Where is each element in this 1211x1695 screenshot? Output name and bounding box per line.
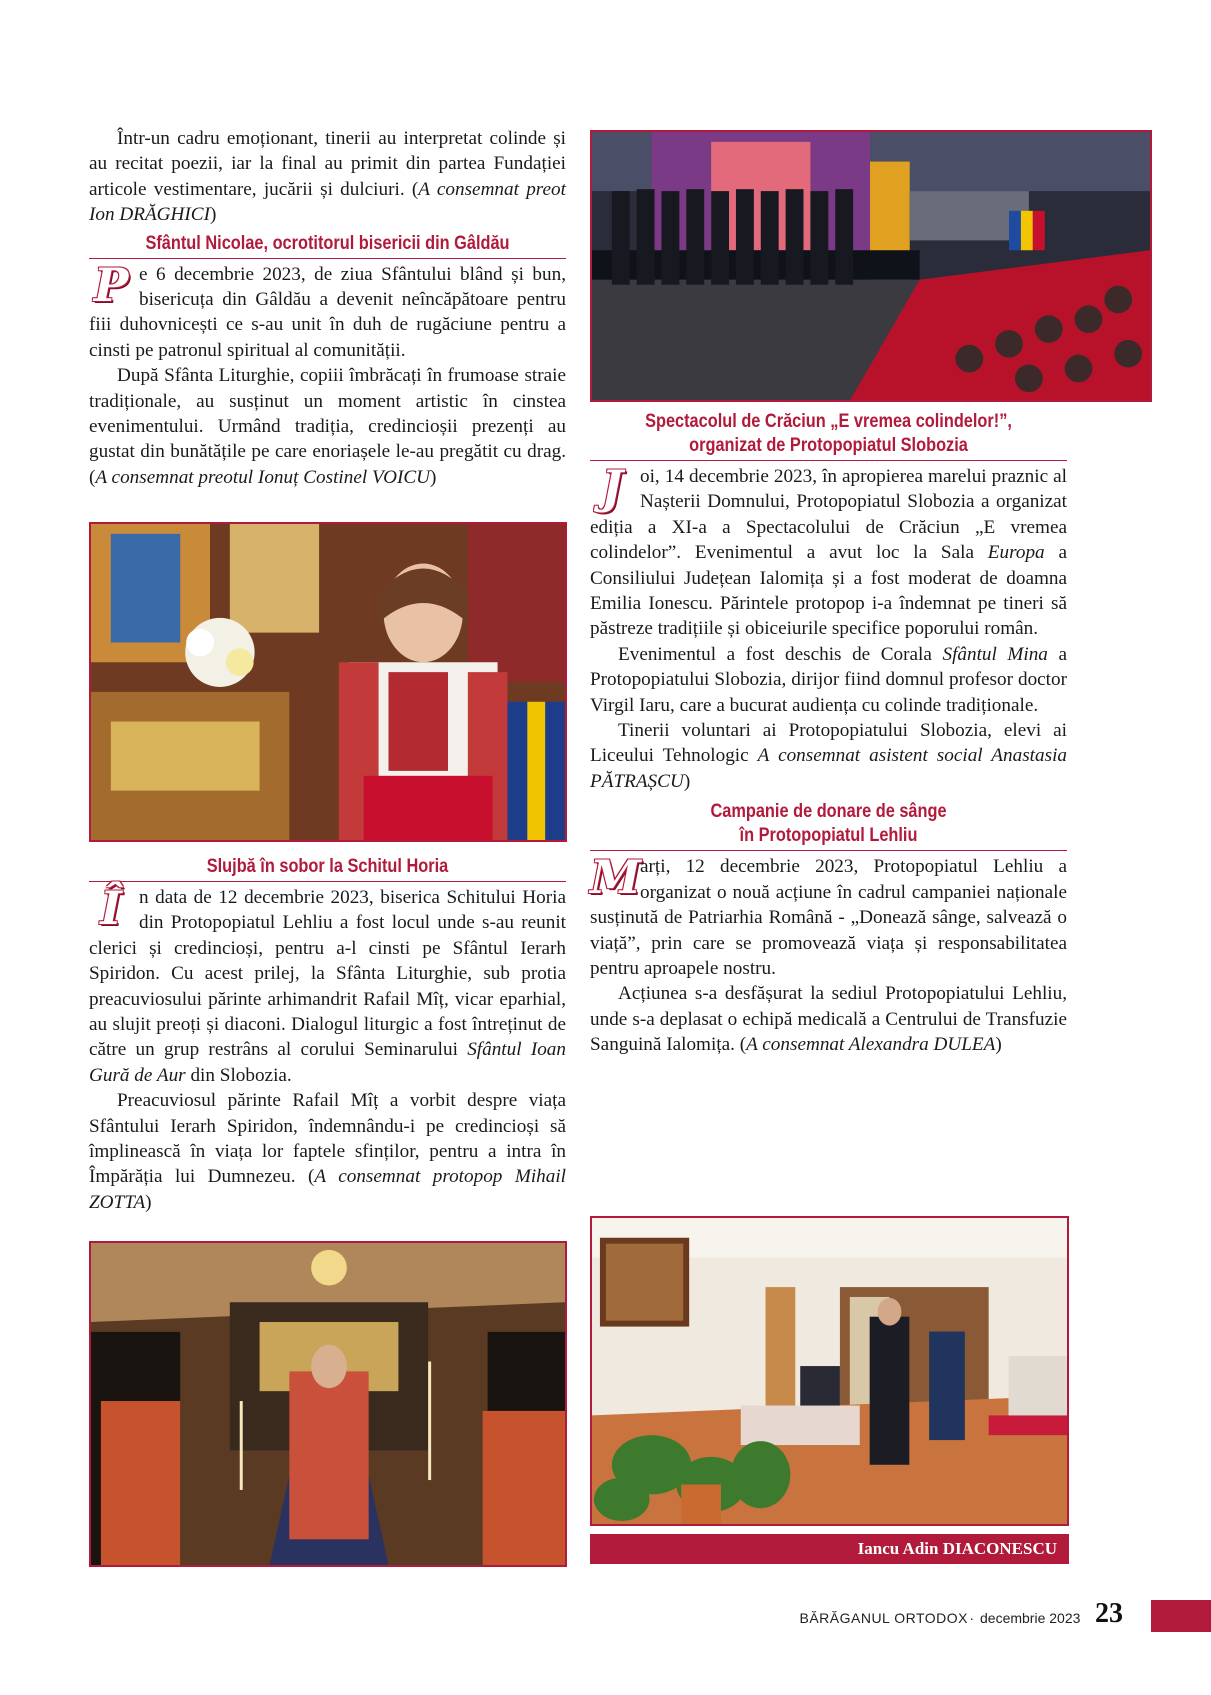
article-title-horia: Slujbă în sobor la Schitul Horia: [206, 856, 449, 877]
article-blood-p1: Marți, 12 decembrie 2023, Protopopiatul Lehliu a organizat o nouă acțiune în cadrul campaniei naționale susținută de Patriarhia Română - „Donează sânge, salvează o viață”, prin care se promovează viața și responsabilitatea pentru aproapele nostru.: [590, 850, 1067, 979]
article-blood-p2: Acțiunea s-a desfășurat la sediul Protopopiatului Lehliu, unde s-a deplasat o echipă medicală a Centrului de Transfuzie Sanguină Ialomița. (A consemnat Alexandra DULEA): [590, 983, 1067, 1056]
article-title-blood: [623, 800, 1033, 848]
publication-name: BĂRĂGANUL ORTODOX: [799, 1610, 968, 1626]
article-concert-p2: Evenimentul a fost deschis de Corala Sfântul Mina a Protopopiatului Slobozia, dirijor fiind domnul profesor doctor Virgil Iaru, care a bucurat audiența cu colinde tradiționale.: [590, 643, 1067, 716]
dropcap-letter: Î: [100, 881, 122, 935]
left-column: [89, 126, 566, 490]
article-title-blood-line1: Campanie de donare de sânge: [710, 801, 947, 823]
title-rule: [590, 460, 1067, 461]
photo-children-singing: [89, 522, 567, 842]
article-horia-p2: Preacuviosul părinte Rafail Mîț a vorbit despre viața Sfântului Ierarh Spiridon, îndemnându-i pe credincioși să împlinească în viața lor faptele sfinților, pentru a intra în Împărăția lui Dumnezeu. (A consemnat protopop Mihail ZOTTA): [89, 1090, 566, 1213]
title-rule: [590, 850, 1067, 851]
page-tab-bar: [1151, 1600, 1211, 1632]
article-galdau-p2: După Sfânta Liturghie, copiii îmbrăcați în frumoase straie tradiționale, au susținut un moment artistic în cinstea evenimentului. Urmând tradiția, credincioșii prezenți au gustat din bunătățile pe care enoriașele le-au pregătit cu drag. (A consemnat preotul Ionuț Costinel VOICU): [89, 365, 566, 488]
author-signature-bar: [590, 1534, 1069, 1564]
article-title-concert: [623, 410, 1033, 458]
photo-blood-donation: [590, 1216, 1069, 1526]
article-concert-p1: Joi, 14 decembrie 2023, în apropierea marelui praznic al Nașterii Domnului, Protopopiatul Slobozia a organizat ediția a XI-a a Spectacolului de Crăciun „E vremea colindelor”. Evenimentul a avut loc la Sala Europa a Consiliului Județean Ialomița și a fost moderat de doamna Emilia Ionescu. Părintele protopop i-a îndemnat pe tineri să păstreze tradițiile și obiceiurile specifice poporului român.: [590, 460, 1067, 640]
dropcap-letter: J: [601, 460, 623, 514]
article-horia-p1: În data de 12 decembrie 2023, biserica Schitului Horia din Protopopiatul Lehliu a fost locul unde s-au reunit clerici și credincioși, pentru a-l cinsti pe Sfântul Ierarh Spiridon. Cu acest prilej, la Sfânta Liturghie, sub protia preacuviosului părinte arhimandrit Rafail Mîț, vicar eparhial, au slujit preoți și diaconi. Dialogul liturgic a fost întreținut de către un grup restrâns al corului Seminarului Sfântul Ioan Gură de Aur din Slobozia.: [89, 881, 566, 1086]
title-rule: [89, 258, 566, 259]
page-number: 23: [1095, 1598, 1123, 1629]
photo-christmas-concert: [590, 130, 1152, 402]
issue-date: decembrie 2023: [980, 1610, 1081, 1626]
dropcap-letter: P: [93, 257, 129, 312]
photo-clergy-horia: [89, 1241, 567, 1567]
right-column: [590, 410, 1067, 1058]
author-signature: Iancu Adin DIACONESCU: [857, 1539, 1057, 1558]
article-concert-p3: Tinerii voluntari ai Protopopiatului Slobozia, elevi ai Liceului Tehnologic A consemnat asistent social Anastasia PĂTRAȘCU): [590, 720, 1067, 792]
article-title-blood-line2: în Protopopiatul Lehliu: [739, 825, 918, 847]
title-rule: [89, 881, 566, 882]
intro-paragraph: Într-un cadru emoționant, tinerii au interpretat colinde și au recitat poezii, iar la final au primit din partea Fundației articole vestimentare, jucării și dulciuri. (A consemnat preot Ion DRĂGHICI): [89, 128, 566, 226]
dropcap-letter: M: [590, 850, 641, 905]
article-galdau-p1: Pe 6 decembrie 2023, de ziua Sfântului blând și bun, bisericuța din Gâldău a devenit neîncăpătoare pentru fiii duhovnicești ce s-au unit în duh de rugăciune pentru a cinsti pe patronul spiritual al comunității.: [89, 257, 566, 361]
page-footer: [780, 1600, 1080, 1636]
article-title-galdau: Sfântul Nicolae, ocrotitorul bisericii din Gâldău: [145, 232, 510, 254]
article-title-concert-line1: Spectacolul de Crăciun „E vremea colindelor!”,: [645, 411, 1012, 432]
article-title-concert-line2: organizat de Protopopiatul Slobozia: [689, 435, 968, 456]
footer-separator: ·: [965, 1610, 978, 1626]
left-column-lower: [89, 855, 566, 1215]
